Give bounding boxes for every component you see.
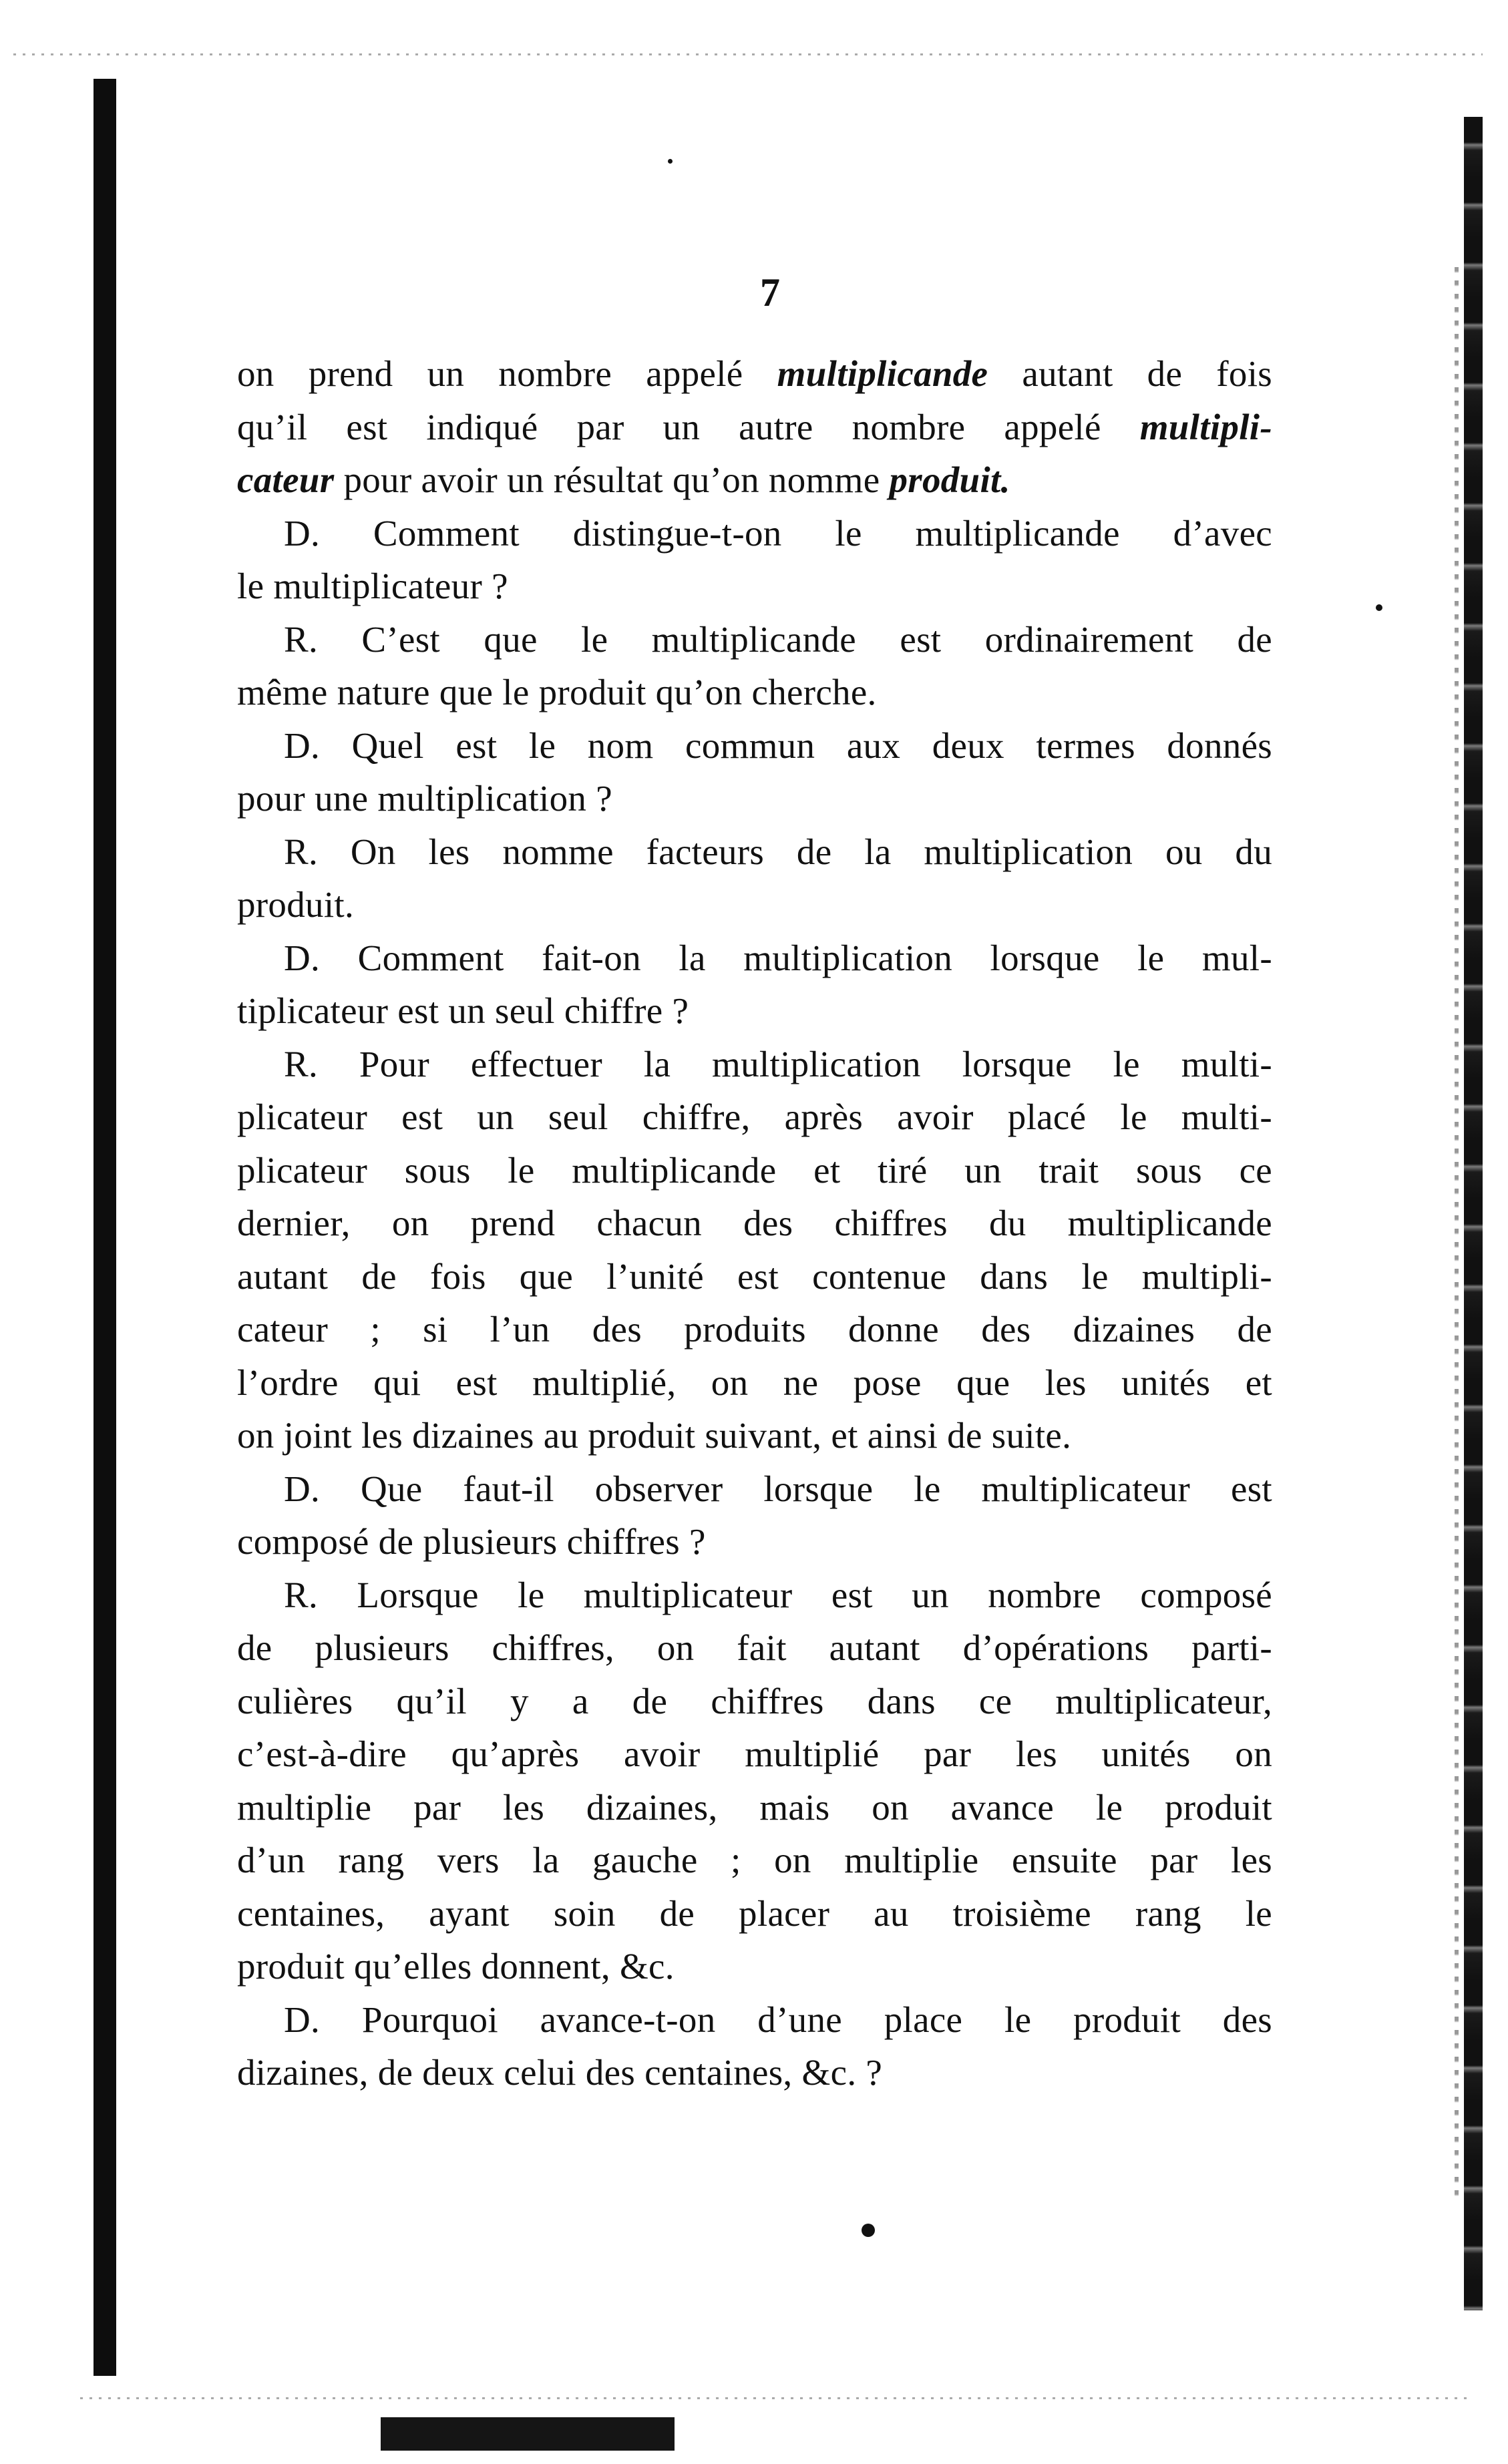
text-run: autant de fois que l’unité est contenue dans le multipli-	[237, 1255, 1272, 1297]
text-run: tiplicateur est un seul chiffre ?	[237, 990, 689, 1031]
text-line	[237, 1197, 1272, 1250]
text-run: pour avoir un résultat qu’on nomme	[334, 459, 890, 500]
text-line	[237, 878, 1272, 932]
scan-edge-right-texture	[1455, 267, 1459, 2204]
text-line	[237, 1781, 1272, 1834]
text-line	[237, 1834, 1272, 1887]
text-run: D. Pourquoi avance-t-on d’une place le produit des	[284, 1999, 1272, 2040]
text-line	[237, 1409, 1272, 1462]
text-run: culières qu’il y a de chiffres dans ce multiplicateur,	[237, 1680, 1272, 1721]
text-run: de plusieurs chiffres, on fait autant d’opérations parti-	[237, 1627, 1272, 1668]
text-line	[237, 347, 1272, 401]
scan-edge-right	[1464, 117, 1483, 2310]
text-line	[237, 1675, 1272, 1728]
scan-noise-bottom	[80, 2397, 1469, 2399]
text-run: même nature que le produit qu’on cherche.	[237, 672, 877, 712]
text-run: D. Comment fait-on la multiplication lorsque le mul-	[284, 937, 1272, 978]
text-run: qu’il est indiqué par un autre nombre appelé	[237, 406, 1140, 447]
text-run: R. Pour effectuer la multiplication lorsque le multi-	[284, 1043, 1272, 1084]
text-run: D. Comment distingue-t-on le multiplicande d’avec	[284, 512, 1272, 554]
text-run: dizaines, de deux celui des centaines, &c. ?	[237, 2052, 883, 2093]
text-run: cateur ; si l’un des produits donne des dizaines de	[237, 1309, 1272, 1350]
page-body-text	[237, 347, 1272, 2099]
italic-term: cateur	[237, 459, 335, 500]
text-run: plicateur sous le multiplicande et tiré un trait sous ce	[237, 1149, 1272, 1191]
text-run: produit qu’elles donnent, &c.	[237, 1946, 675, 1987]
scan-edge-left	[93, 79, 116, 2376]
text-line	[237, 1356, 1272, 1410]
scan-noise-top	[13, 53, 1483, 55]
italic-term: multiplicande	[777, 353, 988, 394]
text-line	[237, 1621, 1272, 1675]
page-number: 7	[760, 270, 780, 315]
text-line	[237, 2046, 1272, 2099]
text-run: l’ordre qui est multiplié, on ne pose que les unités et	[237, 1362, 1272, 1403]
text-run: D. Que faut-il observer lorsque le multiplicateur est	[284, 1468, 1272, 1509]
italic-term: multipli-	[1139, 406, 1272, 447]
text-line	[237, 1887, 1272, 1940]
text-run: on prend un nombre appelé	[237, 353, 777, 394]
text-line	[237, 1303, 1272, 1356]
ink-spot	[862, 2224, 875, 2237]
text-run: R. Lorsque le multiplicateur est un nombre composé	[284, 1574, 1272, 1615]
text-line	[237, 719, 1272, 773]
text-run: plicateur est un seul chiffre, après avoir placé le multi-	[237, 1096, 1272, 1137]
text-line	[237, 1515, 1272, 1569]
text-line	[237, 1569, 1272, 1622]
text-line	[237, 772, 1272, 825]
text-line	[237, 1038, 1272, 1091]
text-line	[237, 1993, 1272, 2047]
text-line	[237, 401, 1272, 454]
text-line	[237, 1144, 1272, 1197]
text-run: d’un rang vers la gauche ; on multiplie ensuite par les	[237, 1840, 1272, 1880]
text-run: le multiplicateur ?	[237, 566, 508, 606]
text-line	[237, 1462, 1272, 1516]
text-line	[237, 825, 1272, 879]
text-run: c’est-à-dire qu’après avoir multiplié par les unités on	[237, 1733, 1272, 1774]
text-line	[237, 560, 1272, 613]
text-run: R. On les nomme facteurs de la multiplication ou du	[284, 831, 1272, 872]
text-line	[237, 932, 1272, 985]
italic-term: produit.	[889, 459, 1010, 500]
text-run: R. C’est que le multiplicande est ordinairement de	[284, 618, 1272, 660]
text-run: autant de fois	[988, 353, 1273, 394]
text-line	[237, 1727, 1272, 1781]
text-run: produit.	[237, 884, 355, 925]
text-run: multiplie par les dizaines, mais on avance le produit	[237, 1786, 1272, 1828]
text-run: dernier, on prend chacun des chiffres du multiplicande	[237, 1203, 1272, 1243]
ink-spot	[668, 159, 673, 164]
text-run: D. Quel est le nom commun aux deux termes donnés	[284, 725, 1272, 766]
text-run: pour une multiplication ?	[237, 778, 612, 819]
text-line	[237, 984, 1272, 1038]
text-run: centaines, ayant soin de placer au troisième rang le	[237, 1892, 1272, 1934]
text-line	[237, 507, 1272, 560]
text-run: on joint les dizaines au produit suivant, et ainsi de suite.	[237, 1415, 1072, 1456]
text-line	[237, 1090, 1272, 1144]
text-line	[237, 1940, 1272, 1993]
scan-edge-bottom	[381, 2417, 675, 2451]
text-line	[237, 1250, 1272, 1303]
text-line	[237, 666, 1272, 719]
ink-spot	[1376, 604, 1382, 611]
text-line	[237, 453, 1272, 507]
text-line	[237, 613, 1272, 666]
text-run: composé de plusieurs chiffres ?	[237, 1521, 706, 1562]
